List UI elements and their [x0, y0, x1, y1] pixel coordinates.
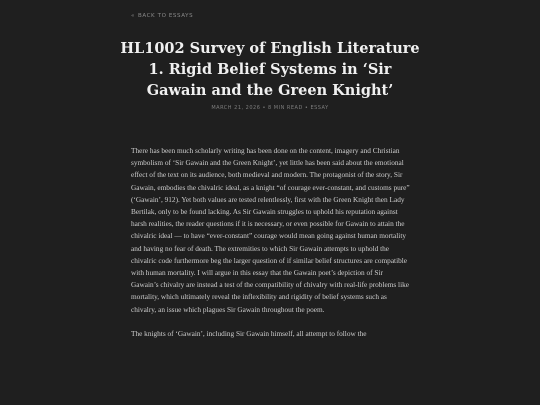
back-to-essays-link[interactable] [131, 13, 193, 19]
chevron-left-icon: « [131, 13, 135, 19]
article-meta: MARCH 21, 2026 • 8 MIN READ • ESSAY [211, 105, 329, 111]
article-body [131, 145, 412, 352]
article-title: HL1002 Survey of English Literature 1. Rigid Belief Systems in ‘Sir Gawain and the Green Knight’ [120, 40, 420, 99]
paragraph-2: The knights of ‘Gawain’, including Sir Gawain himself, all attempt to follow the [131, 328, 367, 338]
back-link-label: BACK TO ESSAYS [137, 13, 194, 19]
paragraph-1: There has been much scholarly writing has been done on the content, imagery and Christian symbolism of ‘Sir Gawain and the Green Knight’, yet little has been said about the emotional effect of the text on its audience, both medieval and modern. The protagonist of the story, Sir Gawain, embodies the chivalric ideal, as a knight “of courage ever-constant, and customs pure” (‘Gawain’, 912). Yet both values are tested relentlessly, first with the Green Knight then Lady Bertilak, only to be found lacking. As Sir Gawain struggles to uphold his reputation against harsh realities, the reader questions if it is necessary, or even possible for Gawain to attain the chivalric ideal — to have “ever-constant” courage would mean going against human mortality and having no fear of death. The extremities to which Sir Gawain attempts to uphold the chivalric code furthermore beg the larger question of if similar belief structures are compatible with human mortality. I will argue in this essay that the Gawain poet’s depiction of Sir Gawain’s chivalry are instead a test of the compatibility of chivalry with real-life problems like mortality, which ultimately reveal the inflexibility and rigidity of belief systems such as chivalry, an issue which plagues Sir Gawain throughout the poem. [131, 146, 410, 314]
